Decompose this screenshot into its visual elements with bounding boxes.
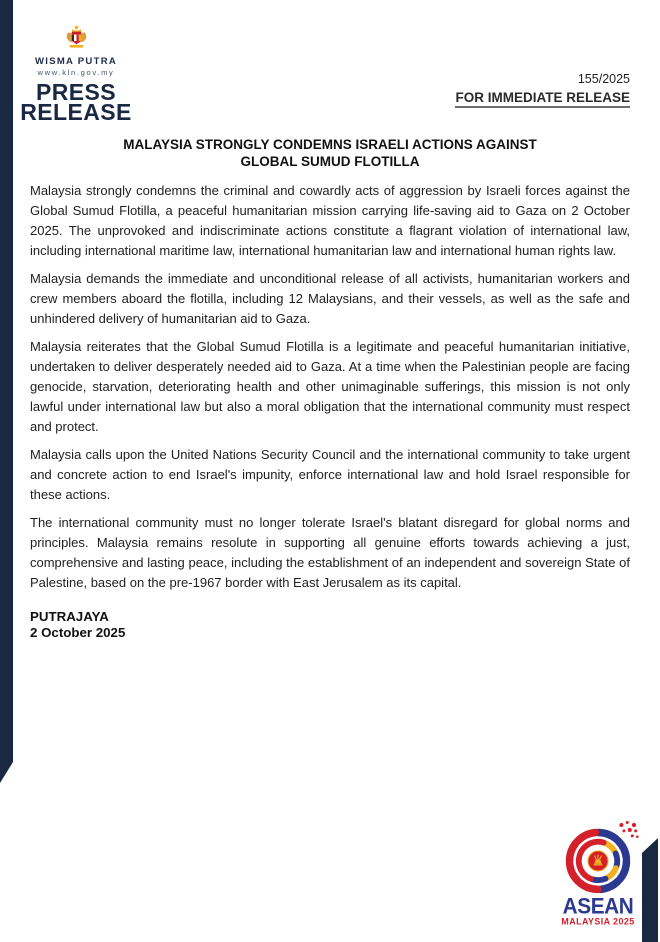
immediate-release-notice: FOR IMMEDIATE RELEASE	[455, 90, 630, 108]
asean-logo-title: ASEAN	[562, 892, 634, 919]
dateline-city: PUTRAJAYA	[30, 609, 109, 624]
document-body	[30, 136, 630, 641]
bottom-right-accent-bar	[642, 838, 658, 942]
brand-block	[16, 25, 136, 125]
asean-logo-subtitle: MALAYSIA 2025	[561, 916, 635, 927]
dateline-date: 2 October 2025	[30, 625, 126, 640]
paragraph-1: Malaysia strongly condemns the criminal and cowardly acts of aggression by Israeli forces against the Global Sumud Flotilla, a peaceful humanitarian mission carrying life-saving aid to Gaza on 2 October 2025. The unprovoked and indiscriminate actions constitute a flagrant violation of international law, including international maritime law, international humanitarian law and international human rights law.	[30, 183, 630, 258]
press-release-heading-line1: PRESS	[36, 79, 116, 105]
release-meta	[455, 72, 630, 108]
document-title	[30, 136, 630, 170]
press-release-heading-line2: RELEASE	[20, 99, 132, 125]
asean-malaysia-2025-logo-icon	[552, 817, 644, 935]
paragraph-5: The international community must no longer tolerate Israel's blatant disregard for global norms and principles. Malaysia remains resolute in supporting all genuine efforts towards achieving a just, comprehensive and lasting peace, including the establishment of an independent and sovereign State of Palestine, based on the pre-1967 border with East Jerusalem as its capital.	[30, 515, 630, 590]
dateline	[30, 609, 630, 641]
malaysia-coat-of-arms-icon	[63, 25, 90, 49]
reference-number: 155/2025	[577, 72, 630, 86]
document-title-line2: GLOBAL SUMUD FLOTILLA	[240, 154, 420, 169]
paragraph-4: Malaysia calls upon the United Nations Security Council and the international community to take urgent and concrete action to end Israel's impunity, enforce international law and hold Israel responsible for these actions.	[30, 447, 630, 502]
org-name: WISMA PUTRA	[34, 56, 118, 67]
paragraph-2: Malaysia demands the immediate and unconditional release of all activists, humanitarian workers and crew members aboard the flotilla, including 12 Malaysians, and their vessels, as well as the safe and unhindered delivery of humanitarian aid to Gaza.	[30, 271, 630, 326]
document-title-line1: MALAYSIA STRONGLY CONDEMNS ISRAELI ACTIONS AGAINST	[123, 137, 537, 152]
org-url: www.kln.gov.my	[37, 68, 115, 77]
paragraph-3: Malaysia reiterates that the Global Sumud Flotilla is a legitimate and peaceful humanitarian initiative, undertaken to deliver desperately needed aid to Gaza. At a time when the Palestinian people are facing genocide, starvation, deteriorating health and other unimaginable sufferings, this mission is not only lawful under international law but also a moral obligation that the international community must respect and protect.	[30, 339, 630, 434]
left-accent-bar	[0, 0, 13, 783]
